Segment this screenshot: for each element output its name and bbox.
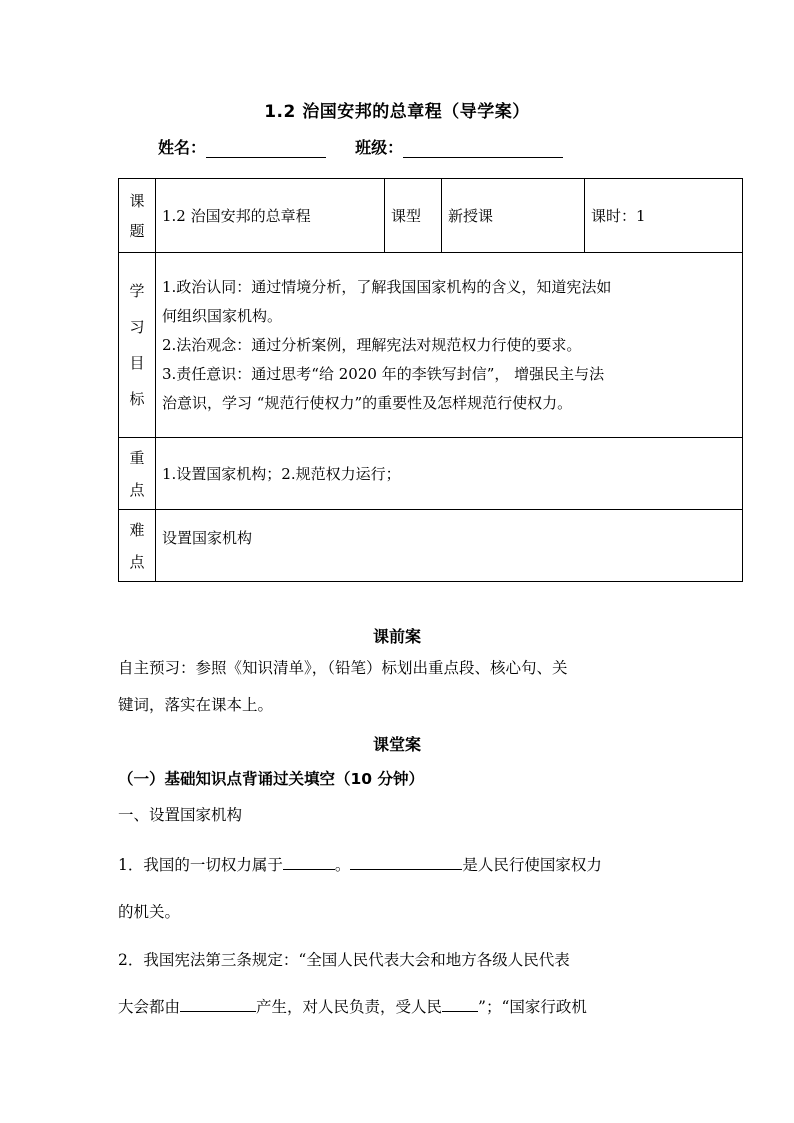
in-class-subtitle: （一）基础知识点背诵过关填空（10 分钟） — [118, 770, 424, 788]
goals-head: 学习目标 — [119, 253, 156, 438]
question-1: 1．我国的一切权力属于 。 是人民行使国家权力 — [118, 856, 602, 874]
blank-field[interactable] — [350, 855, 462, 870]
key-head: 重点 — [119, 438, 156, 510]
name-field[interactable] — [206, 141, 326, 158]
type-label-cell: 课型 — [385, 179, 442, 253]
difficulty-cell: 设置国家机构 — [156, 510, 743, 582]
page-title: 1.2 治国安邦的总章程（导学案） — [264, 102, 530, 122]
pre-class-title: 课前案 — [372, 627, 421, 646]
key-cell: 1.设置国家机构；2.规范权力运行； — [156, 438, 743, 510]
hours-cell: 课时：1 — [585, 179, 743, 253]
question-1-cont: 的机关。 — [118, 903, 181, 921]
blank-field[interactable] — [283, 855, 335, 870]
table-row-topic — [119, 179, 743, 253]
name-class-line — [158, 135, 563, 158]
table-row-difficulty — [119, 510, 743, 582]
question-2-cont: 大会都由 产生，对人民负责，受人民 ”；“国家行政机 — [118, 998, 587, 1016]
pre-class-text: 自主预习：参照《知识清单》，（铅笔）标划出重点段、核心句、关 键词，落实在课本上。 — [118, 659, 568, 714]
table-row-key — [119, 438, 743, 510]
class-label: 班级： — [355, 138, 404, 157]
goal-line: 2.法治观念：通过分析案例，理解宪法对规范权力行使的要求。 — [162, 335, 582, 354]
blank-field[interactable] — [180, 997, 256, 1012]
name-label: 姓名： — [158, 138, 207, 157]
blank-field[interactable] — [442, 997, 478, 1012]
goal-line: 何组织国家机构。 — [162, 306, 283, 325]
class-field[interactable] — [403, 141, 563, 158]
section-heading: 一、设置国家机构 — [118, 806, 243, 824]
topic-head: 课题 — [119, 179, 156, 253]
difficulty-head: 难点 — [119, 510, 156, 582]
lesson-info-table — [118, 178, 743, 582]
type-value-cell: 新授课 — [442, 179, 585, 253]
topic-cell: 1.2 治国安邦的总章程 — [156, 179, 385, 253]
question-2: 2．我国宪法第三条规定：“全国人民代表大会和地方各级人民代表 — [118, 951, 570, 969]
table-row-goals — [119, 253, 743, 438]
goal-line: 治意识，学习 “规范行使权力”的重要性及怎样规范行使权力。 — [162, 393, 573, 412]
in-class-title: 课堂案 — [372, 735, 421, 754]
goal-line: 3.责任意识：通过思考“给 2020 年的李铁写封信”， 增强民主与法 — [162, 364, 605, 383]
goals-cell — [156, 253, 743, 438]
goal-line: 1.政治认同：通过情境分析，了解我国国家机构的含义，知道宪法如 — [162, 277, 612, 296]
